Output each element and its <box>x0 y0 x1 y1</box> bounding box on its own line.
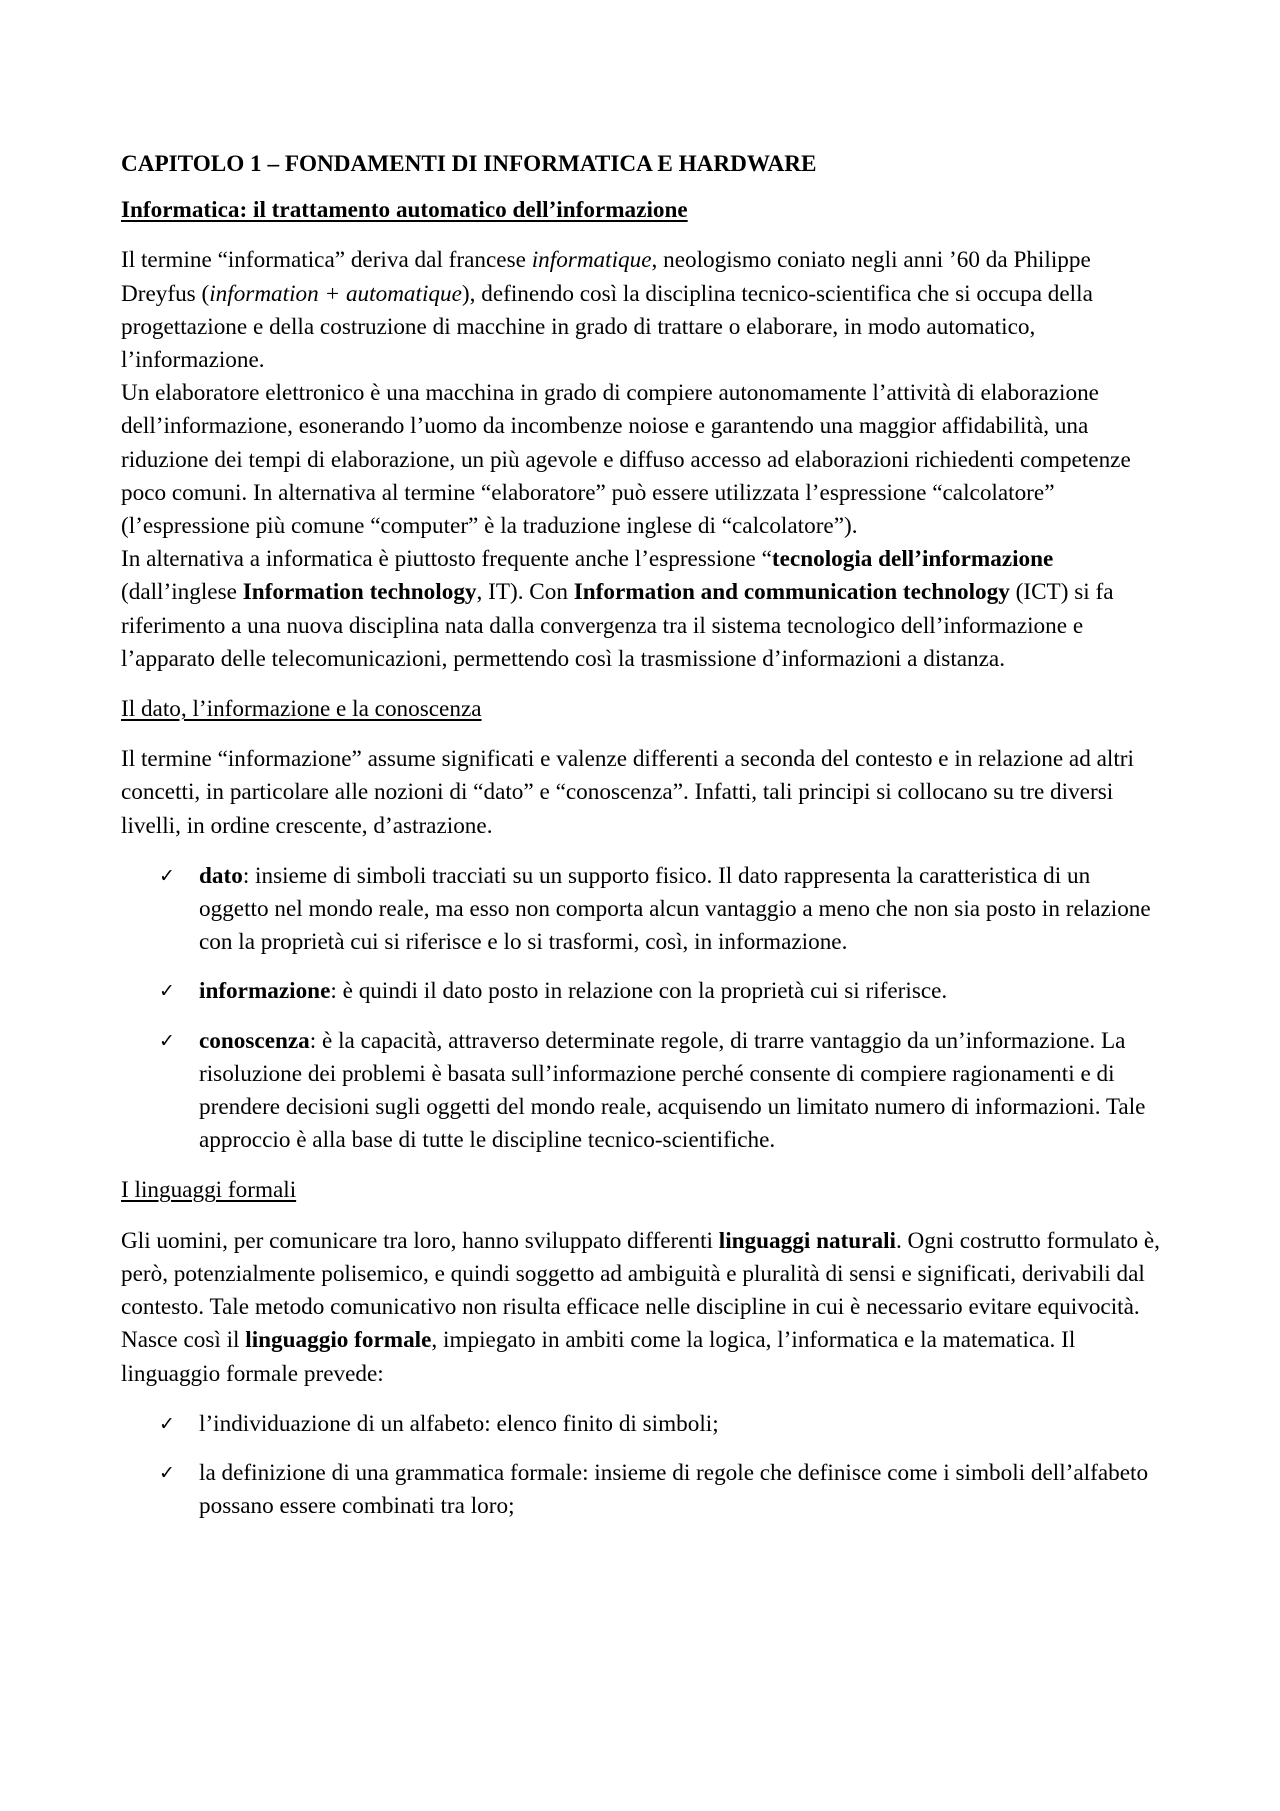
paragraph-linguaggi: Gli uomini, per comunicare tra loro, hanno sviluppato differenti linguaggi naturali. Ogni costrutto formulato è, però, potenzialmente polisemico, e quindi soggetto ad ambiguità e pluralità di sensi e significati, derivabili dal contesto. Tale metodo comunicativo non risulta efficace nelle discipline in cui è necessario evitare equivocità. Nasce così il linguaggio formale, impiegato in ambiti come la logica, l’informatica e la matematica. Il linguaggio formale prevede: <box>121 1227 1160 1387</box>
formal-language-list <box>121 1408 1161 1524</box>
definitions-list <box>121 860 1161 1158</box>
list-item: ✓ l’individuazione di un alfabeto: elenco finito di simboli; <box>121 1408 1161 1441</box>
paragraph-informatica-origin: Il termine “informatica” deriva dal francese informatique, neologismo coniato negli anni ’60 da Philippe Dreyfus (information + automatique), definendo così la disciplina tecnico-scientifica che si occupa della progettazione e della costruzione di macchine in grado di trattare o elaborare, in modo automatico, l’informazione. <box>121 247 1093 374</box>
section-heading-informatica: Informatica: il trattamento automatico dell’informazione <box>121 197 688 224</box>
section-heading-dato: Il dato, l’informazione e la conoscenza <box>121 696 482 723</box>
paragraph-elaboratore: Un elaboratore elettronico è una macchina in grado di compiere autonomamente l’attività di elaborazione dell’informazione, esonerando l’uomo da incombenze noiose e garantendo una maggior affidabilità, una riduzione dei tempi di elaborazione, un più agevole e diffuso accesso ad elaborazioni richiedenti competenze poco comuni. In alternativa al termine “elaboratore” può essere utilizzata l’espressione “calcolatore” (l’espressione più comune “computer” è la traduzione inglese di “calcolatore”). <box>121 380 1131 540</box>
list-item: ✓ la definizione di una grammatica formale: insieme di regole che definisce come i simboli dell’alfabeto possano essere combinati tra loro; <box>121 1457 1161 1523</box>
checkmark-icon: ✓ <box>159 864 175 887</box>
checkmark-icon: ✓ <box>159 1412 175 1435</box>
paragraph-informazione-intro: Il termine “informazione” assume significati e valenze differenti a seconda del contesto e in relazione ad altri concetti, in particolare alle nozioni di “dato” e “conoscenza”. Infatti, tali principi si collocano su tre diversi livelli, in ordine crescente, d’astrazione. <box>121 746 1134 839</box>
checkmark-icon: ✓ <box>159 1461 175 1484</box>
paragraph-ict: In alternativa a informatica è piuttosto frequente anche l’espressione “tecnologia dell’informazione (dall’inglese Information technology, IT). Con Information and communication technology (ICT) si fa riferimento a una nuova disciplina nata dalla convergenza tra il sistema tecnologico dell’informazione e l’apparato delle telecomunicazioni, permettendo così la trasmissione d’informazioni a distanza. <box>121 546 1114 672</box>
chapter-title: CAPITOLO 1 – FONDAMENTI DI INFORMATICA E HARDWARE <box>121 151 817 177</box>
document-body <box>121 148 1161 1540</box>
checkmark-icon: ✓ <box>159 1029 175 1052</box>
list-item: ✓ conoscenza: è la capacità, attraverso determinate regole, di trarre vantaggio da un’informazione. La risoluzione dei problemi è basata sull’informazione perché consente di compiere ragionamenti e di prendere decisioni sugli oggetti del mondo reale, acquisendo un limitato numero di informazioni. Tale approccio è alla base di tutte le discipline tecnico-scientifiche. <box>121 1025 1161 1158</box>
list-item: ✓ informazione: è quindi il dato posto in relazione con la proprietà cui si riferisce. <box>121 975 1161 1008</box>
checkmark-icon: ✓ <box>159 980 175 1003</box>
section-heading-linguaggi: I linguaggi formali <box>121 1177 297 1204</box>
list-item: ✓ dato: insieme di simboli tracciati su un supporto fisico. Il dato rappresenta la caratteristica di un oggetto nel mondo reale, ma esso non comporta alcun vantaggio a meno che non sia posto in relazione con la proprietà cui si riferisce e lo si trasformi, così, in informazione. <box>121 860 1161 960</box>
